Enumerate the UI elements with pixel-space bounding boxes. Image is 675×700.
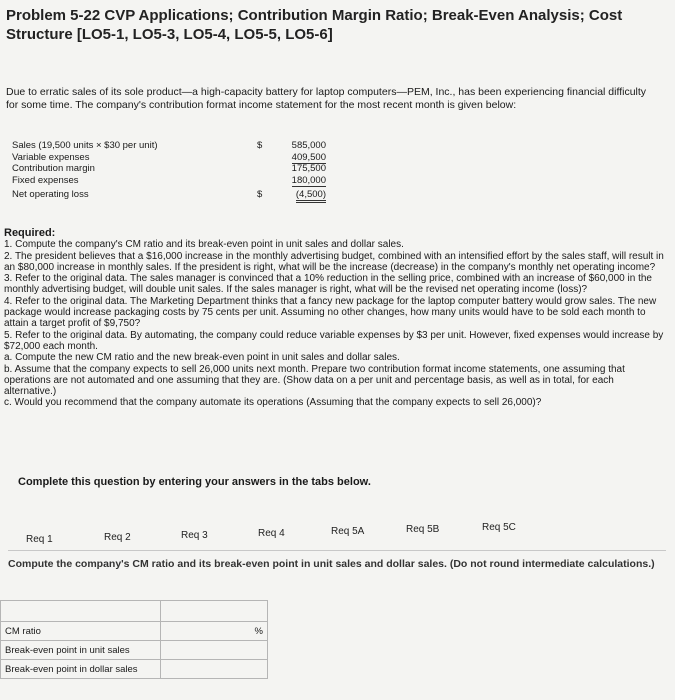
required-item: 4. Refer to the original data. The Marketing Department thinks that a fancy new package for the laptop computer battery would grow sales. The new package would increase packaging costs by 75 cents per unit. Assuming no other changes, how many units would have to be sold each month to attain a target profit of $9,750? <box>4 295 657 330</box>
tab-req-2[interactable]: Req 2 <box>104 532 131 543</box>
income-amount: (4,500) <box>296 189 326 203</box>
answer-label <box>1 601 161 622</box>
answer-label: CM ratio <box>1 622 161 641</box>
income-label: Net operating loss <box>12 189 89 200</box>
break-even-dollars-input[interactable] <box>160 660 267 679</box>
required-section <box>4 228 668 409</box>
tab-req-4[interactable]: Req 4 <box>258 528 285 539</box>
answer-label: Break-even point in dollar sales <box>1 660 161 679</box>
income-label: Fixed expenses <box>12 174 79 186</box>
answer-input[interactable] <box>160 601 267 622</box>
required-item: a. Compute the new CM ratio and the new break-even point in unit sales and dollar sales. <box>4 352 400 364</box>
cm-ratio-input[interactable] <box>160 622 267 641</box>
income-label: Variable expenses <box>12 151 90 163</box>
percent-unit: % <box>254 625 263 637</box>
income-amount: 585,000 <box>291 140 326 151</box>
income-label: Sales (19,500 units × $30 per unit) <box>12 140 158 151</box>
required-item: c. Would you recommend that the company automate its operations (Assuming that the company expects to sell 26,000)? <box>4 397 542 409</box>
table-row <box>1 641 268 660</box>
income-label: Contribution margin <box>12 163 95 174</box>
income-currency: $ <box>257 189 263 200</box>
question-text: Compute the company's CM ratio and its break-even point in unit sales and dollar sales. (Do not round intermediate calculations.) <box>8 558 655 570</box>
required-heading: Required: <box>4 227 56 239</box>
requirement-tabs <box>8 516 666 551</box>
tab-req-5c[interactable]: Req 5C <box>482 522 516 533</box>
answer-table <box>0 600 268 679</box>
income-row <box>12 189 332 201</box>
tab-req-5b[interactable]: Req 5B <box>406 524 440 535</box>
income-amount: 180,000 <box>291 174 326 186</box>
problem-title: Problem 5-22 CVP Applications; Contribution Margin Ratio; Break-Even Analysis; Cost Structure [LO5-1, LO5-3, LO5-4, LO5-5, LO5-6] <box>6 7 623 43</box>
required-item: b. Assume that the company expects to sell 26,000 units next month. Prepare two contribution format income statements, one assuming that operations are not automated and one assuming that they are. (Show data on a per unit and percentage basis, as well as in total, for each alternative.) <box>4 363 625 398</box>
required-item: 2. The president believes that a $16,000 increase in the monthly advertising budget, combined with an intensified effort by the sales staff, will result in an $80,000 increase in monthly sales. If the president is right, what will be the increase (decrease) in the company's monthly net operating income? <box>4 250 664 273</box>
tab-req-3[interactable]: Req 3 <box>181 530 208 541</box>
income-statement <box>12 140 332 201</box>
table-row <box>1 660 268 679</box>
income-amount: 409,500 <box>291 151 326 163</box>
required-item: 5. Refer to the original data. By automating, the company could reduce variable expenses by $3 per unit. However, fixed expenses would increase by $72,000 each month. <box>4 329 664 352</box>
income-row <box>12 152 332 164</box>
income-amount: 175,500 <box>291 163 326 174</box>
answer-label: Break-even point in unit sales <box>1 641 161 660</box>
table-row <box>1 601 268 622</box>
tab-req-5a[interactable]: Req 5A <box>331 526 365 537</box>
required-item: 3. Refer to the original data. The sales manager is convinced that a 10% reduction in the selling price, combined with an increase of $60,000 in the monthly advertising budget, will double unit sales. If the sales manager is right, what will be the revised net operating income (loss)? <box>4 273 652 296</box>
required-item: 1. Compute the company's CM ratio and its break-even point in unit sales and dollar sales. <box>4 239 404 251</box>
complete-prompt: Complete this question by entering your answers in the tabs below. <box>18 476 371 488</box>
intro-text: Due to erratic sales of its sole product—a high-capacity battery for laptop computers—PEM, Inc., has been experiencing financial difficulty for some time. The company's contribution format income statement for the most recent month is given below: <box>6 86 647 111</box>
income-row <box>12 163 332 175</box>
income-row <box>12 140 332 152</box>
table-row <box>1 622 268 641</box>
income-currency: $ <box>257 140 263 151</box>
income-row <box>12 175 332 187</box>
break-even-units-input[interactable] <box>160 641 267 660</box>
tab-req-1[interactable]: Req 1 <box>26 534 53 545</box>
